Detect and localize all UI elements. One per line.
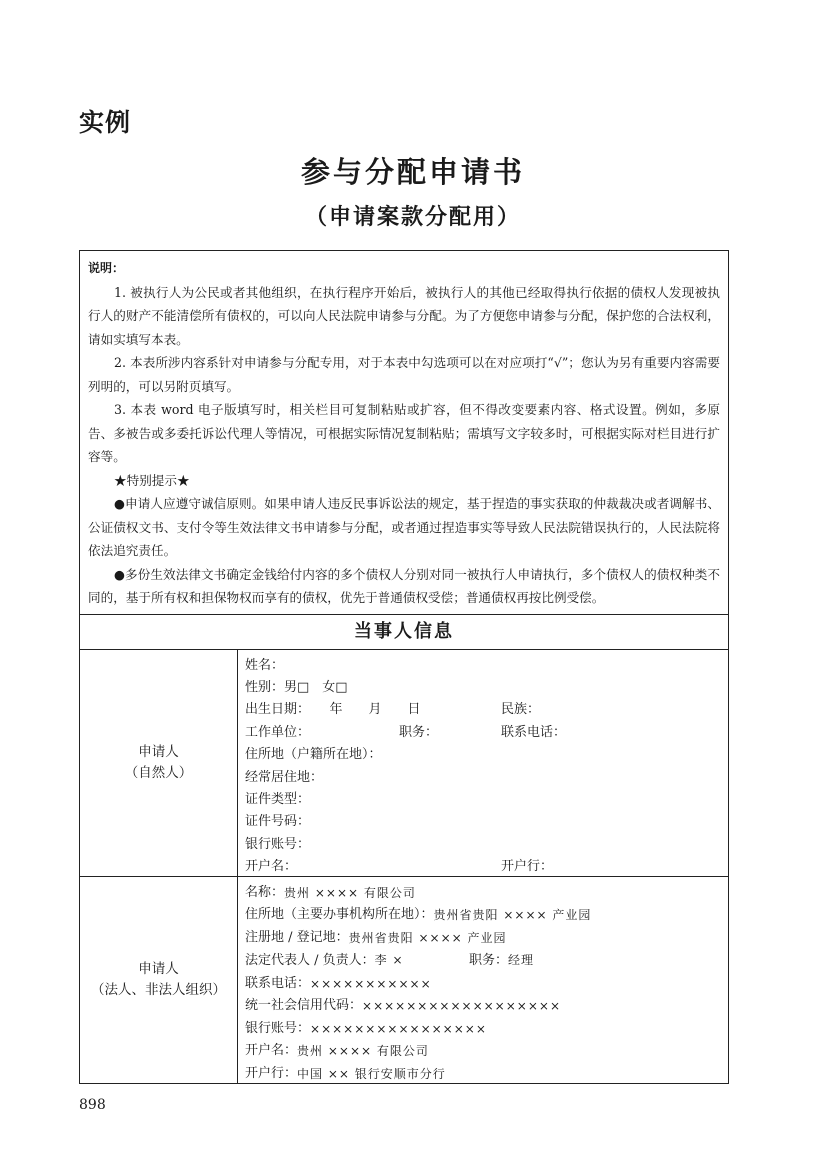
natural-person-type-label: （自然人） — [124, 764, 193, 781]
credit-code-value: ×××××××××××××××××× — [362, 999, 561, 1013]
domicile-field[interactable]: 住所地（主要办事机构所在地）： 贵州省贵阳 ×××× 产业园 — [245, 904, 721, 927]
legal-entity-fields — [238, 877, 728, 1083]
legal-representative-field[interactable]: 法定代表人 / 负责人：李 × — [245, 953, 404, 968]
instruction-item-1: 1. 被执行人为公民或者其他组织，在执行程序开始后，被执行人的其他已经取得执行依据的债权人发现被执行人的财产不能清偿所有债权的，可以向人民法院申请参与分配。为了方便您申请参与分配，保护您的合法权利，请如实填写本表。 — [88, 284, 720, 347]
instructions-section — [80, 251, 728, 615]
habitual-residence-field[interactable]: 经常居住地： — [245, 769, 324, 785]
legal-account-name-field[interactable]: 开户名： 贵州 ×××× 有限公司 — [245, 1040, 721, 1063]
credit-code-field[interactable]: 统一社会信用代码： ×××××××××××××××××× — [245, 995, 721, 1018]
applicant-label: 申请人 — [138, 743, 179, 760]
document-subtitle: （申请案款分配用） — [304, 205, 521, 230]
domicile-value: 贵州省贵阳 ×××× 产业园 — [433, 908, 592, 922]
natural-person-label — [80, 650, 238, 876]
natural-person-fields — [238, 650, 728, 876]
registered-address-value: 贵州省贵阳 ×××× 产业园 — [348, 930, 507, 945]
legal-bank-account-value: ×××××××××××××××× — [310, 1021, 487, 1036]
work-unit-field[interactable]: 工作单位： — [245, 724, 311, 740]
legal-bank-value: 中国 ×× 银行安顺市分行 — [297, 1066, 446, 1081]
page-number: 898 — [79, 1097, 106, 1113]
birth-date-field[interactable]: 出生日期： 年 月 日 — [245, 702, 421, 718]
account-name-field[interactable]: 开户名： — [245, 859, 298, 875]
instructions-heading: 说明： — [88, 261, 125, 275]
legal-position-value: 经理 — [508, 953, 535, 967]
legal-phone-field[interactable]: 联系电话： ××××××××××× — [245, 973, 721, 996]
bank-field[interactable]: 开户行： — [501, 859, 554, 875]
position-field[interactable]: 职务： — [399, 724, 439, 740]
company-name-field[interactable]: 名称： 贵州 ×××× 有限公司 — [245, 882, 721, 905]
legal-entity-applicant-row — [80, 877, 728, 1083]
instruction-item-3: 3. 本表 word 电子版填写时，相关栏目可复制粘贴或扩容，但不得改变要素内容、格式设置。例如，多原告、多被告或多委托诉讼代理人等情况，可根据实际情况复制粘贴；需填写文字较多时，可根据实际对栏目进行扩容等。 — [88, 402, 720, 464]
residence-field[interactable]: 住所地（户籍所在地）： — [245, 747, 382, 763]
legal-position-field[interactable]: 职务：经理 — [469, 953, 535, 968]
phone-field[interactable]: 联系电话： — [501, 724, 567, 740]
id-number-field[interactable]: 证件号码： — [245, 814, 311, 830]
legal-entity-type-label: （法人、非法人组织） — [91, 981, 226, 998]
ethnicity-field[interactable]: 民族： — [501, 702, 541, 718]
application-form-table — [79, 250, 729, 1084]
special-tip-bullet-1: ●申请人应遵守诚信原则。如果申请人违反民事诉讼法的规定，基于捏造的事实获取的仲裁裁决或者调解书、公证债权文书、支付令等生效法律文书申请参与分配，或者通过捏造事实等导致人民法院错误执行的，人民法院将依法追究责任。 — [88, 496, 720, 558]
legal-entity-label — [80, 877, 238, 1083]
special-tip-heading: ★特别提示★ — [114, 472, 190, 488]
applicant-label: 申请人 — [138, 960, 179, 977]
natural-person-applicant-row — [80, 650, 728, 877]
gender-field[interactable]: 性别：男□ 女□ — [245, 679, 348, 695]
legal-bank-account-field[interactable]: 银行账号： ×××××××××××××××× — [245, 1018, 721, 1041]
company-name-value: 贵州 ×××× 有限公司 — [284, 885, 416, 900]
legal-bank-field[interactable]: 开户行： 中国 ×× 银行安顺市分行 — [245, 1063, 721, 1086]
name-field[interactable]: 姓名： — [245, 657, 285, 673]
party-info-header: 当事人信息 — [80, 615, 728, 650]
bank-account-field[interactable]: 银行账号： — [245, 836, 311, 852]
id-type-field[interactable]: 证件类型： — [245, 791, 311, 807]
legal-phone-value: ××××××××××× — [310, 976, 432, 991]
registered-address-field[interactable]: 注册地 / 登记地： 贵州省贵阳 ×××× 产业园 — [245, 927, 721, 950]
instruction-item-2: 2. 本表所涉内容系针对申请参与分配专用，对于本表中勾选项可以在对应项打“√”；您认为另有重要内容需要列明的，可以另附页填写。 — [88, 355, 720, 394]
special-tip-bullet-2: ●多份生效法律文书确定金钱给付内容的多个债权人分别对同一被执行人申请执行，多个债权人的债权种类不同的，基于所有权和担保物权而享有的债权，优先于普通债权受偿；普通债权再按比例受偿。 — [88, 566, 720, 605]
legal-account-name-value: 贵州 ×××× 有限公司 — [297, 1044, 429, 1058]
legal-representative-value: 李 × — [374, 953, 404, 967]
example-label: 实例 — [79, 108, 132, 137]
document-title: 参与分配申请书 — [300, 155, 525, 189]
